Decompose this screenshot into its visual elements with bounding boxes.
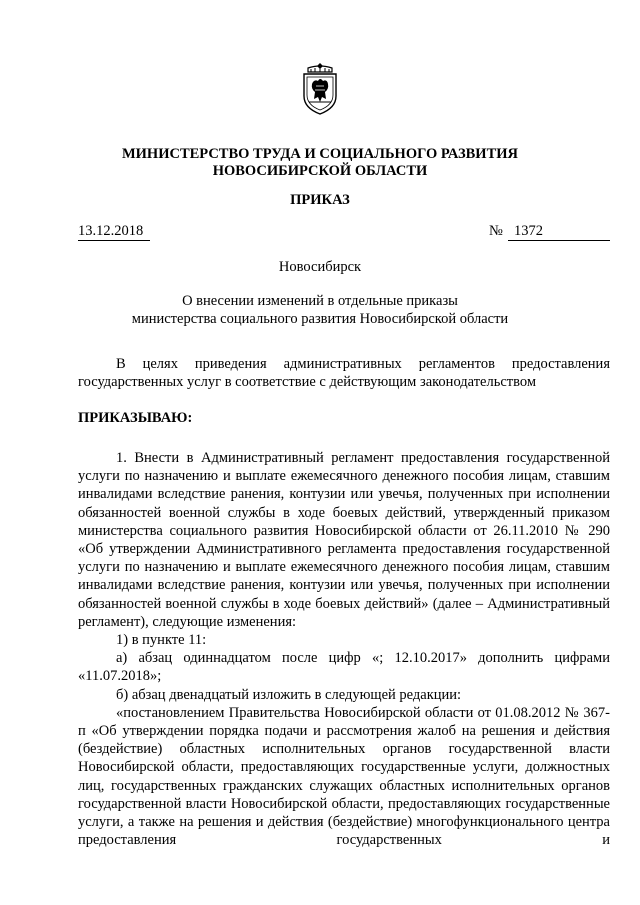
ministry-name-line2: НОВОСИБИРСКОЙ ОБЛАСТИ xyxy=(212,163,428,179)
paragraph-subitem-a: а) абзац одиннадцатом после цифр «; 12.10.2017» дополнить цифрами «11.07.2018»; xyxy=(78,650,610,685)
order-number-label: № xyxy=(489,223,503,239)
orders-heading: ПРИКАЗЫВАЮ: xyxy=(78,410,193,426)
paragraph-item-1: 1. Внести в Административный регламент предоставления государственной услуги по назначению и выплате ежемесячного денежного пособия лицам, ставшим инвалидами вследствие ранения, контузии или увечья, полученных при исполнении обязанностей военной службы в ходе боевых действий, утвержденный приказом министерства социального развития Новосибирской области от 26.11.2010 № 290 «Об утверждении Административного регламента предоставления государственной услуги по назначению и выплате ежемесячного денежного пособия лицам, ставшим инвалидами вследствие ранения, контузии или увечья, полученных при исполнении обязанностей военной службы в ходе боевых действий» (далее – Административный регламент), следующие изменения: xyxy=(78,450,610,630)
paragraph-subitem-b: б) абзац двенадцатый изложить в следующей редакции: xyxy=(116,686,462,703)
paragraph-quoted-text: «постановлением Правительства Новосибирской области от 01.08.2012 № 367-п «Об утверждении порядка подачи и рассмотрения жалоб на решения и действия (бездействие) областных исполнительных органов государственной власти Новосибирской области, предоставляющих государственные услуги, должностных лиц, государственных гражданских служащих областных исполнительных органов государственной власти Новосибирской области, предоставляющих государственные услуги, а также на решения и действия (бездействие) многофункционального центра предоставления государственных и xyxy=(78,704,610,849)
city-name: Новосибирск xyxy=(278,259,362,275)
ministry-name xyxy=(0,146,640,180)
ministry-name-line1: МИНИСТЕРСТВО ТРУДА И СОЦИАЛЬНОГО РАЗВИТИЯ xyxy=(121,146,519,162)
order-date: 13.12.2018 xyxy=(78,223,150,241)
coat-of-arms-emblem xyxy=(300,62,340,116)
preamble-block xyxy=(78,355,610,391)
preamble-text: В целях приведения административных регламентов предоставления государственных услуг в соответствие с действующим законодательством xyxy=(78,356,610,391)
order-subject-line2: министерства социального развития Новосибирской области xyxy=(131,311,509,327)
order-body xyxy=(78,449,610,849)
paragraph-subitem-1: 1) в пункте 11: xyxy=(116,632,207,649)
order-number: 1372 xyxy=(508,223,610,241)
order-title: ПРИКАЗ xyxy=(290,192,350,208)
order-subject-line1: О внесении изменений в отдельные приказы xyxy=(182,293,458,309)
order-subject xyxy=(0,292,640,328)
